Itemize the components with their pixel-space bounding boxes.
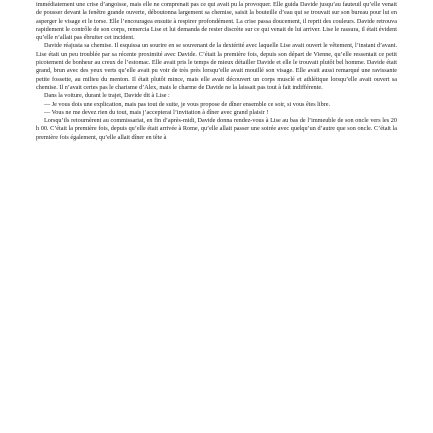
paragraph-3: Dans la voiture, durant le trajet, Davide dit à Lise : — [44, 92, 170, 100]
paragraph-4: Lorsqu’ils retournèrent au commissariat, en fin d’après-midi, Davide donna rendez-vous à Lise au bas de l’immeuble de son oncle vers les 20 h 00. C’était la première fois, depuis qu’elle était arrivée à Rome, qu’elle allait passer une soirée avec quelqu’un d’autre que son oncle. C’était la première fois également, qu’elle allait dîner en tête à — [36, 117, 397, 141]
dialogue-line-2: — Vous ne me devez rien du tout, mais j’accepterai l’invitation à dîner avec grand plaisir ! — [44, 108, 269, 116]
dialogue-line-1: — Je vous dois une explication, mais pas tout de suite, je vous propose de dîner ensemble ce soir, si vous êtes libre. — [44, 100, 331, 108]
body-text — [36, 1, 397, 142]
paragraph-1: immédiatement une crise d’angoisse, mais elle ne comprenait pas ce qui avait pu la provoquer. Elle guida Davide jusqu’au fauteuil qu’elle venait de pousser devant la fenêtre grande ouverte, déboutonna largement sa chemise, saisit la bouteille d’eau qui se trouvait sur son bureau pour lui en asperger le visage et le torse. Elle l’encouragea ensuite à respirer profondément. La crise passa doucement, il reprit des couleurs. Davide retrouva rapidement le contrôle de son corps, remercia Lise et lui demanda de rester discrète sur ce qui venait de lui arriver. Lise le rassura, il était évident qu’elle n’allait pas ébruiter cet incident. — [36, 1, 397, 42]
paragraph-2: Davide réajusta sa chemise. Il esquissa un sourire en se souvenant de la dextérité avec laquelle Lise avait ouvert le vêtement, l’instant d’avant. Lise était un peu troublée par sa récente proximité avec Davide. C’était la première fois, depuis son départ de Vienne, qu’elle ressentait ce petit picotement de bonheur au creux de l’estomac. Elle avait pris le temps de mieux détailler Davide et elle le trouvait plutôt bel homme. Davide était grand, brun avec des yeux verts qu’elle avait pu voir de très près lorsqu’elle avait mouillé son visage. Elle avait aussi remarqué une ravissante petite fossette, au milieu du menton. Il était plutôt mince, mais elle avait découvert un corps musclé et athlétique lorsqu’elle avait ouvert sa chemise. Il n’avait certes pas le charisme d’Alex, mais le charme de Davide ne la laissait pas tout à fait indifférente. — [36, 42, 397, 91]
